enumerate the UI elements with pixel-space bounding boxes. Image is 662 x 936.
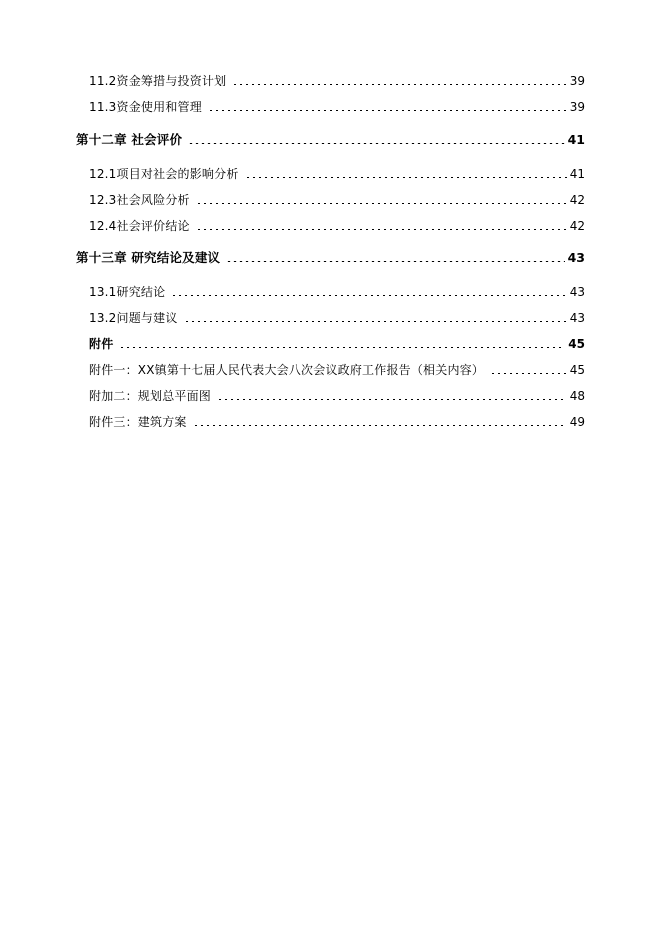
toc-dot-leader <box>226 261 564 262</box>
toc-entry-11-2[interactable] <box>89 70 585 88</box>
toc-dot-leader <box>119 347 565 348</box>
toc-chapter-13[interactable] <box>76 247 585 265</box>
toc-page-number: 39 <box>569 74 585 88</box>
toc-appendix-3[interactable] <box>89 411 585 429</box>
toc-entry-11-3[interactable] <box>89 96 585 114</box>
toc-dot-leader <box>193 425 567 426</box>
toc-dot-leader <box>232 84 566 85</box>
toc-dot-leader <box>184 321 567 322</box>
toc-dot-leader <box>171 295 566 296</box>
toc-chapter-12[interactable] <box>76 129 585 147</box>
toc-entry-12-1[interactable] <box>89 163 585 181</box>
toc-page-number: 45 <box>568 337 585 351</box>
toc-dot-leader <box>188 143 564 144</box>
toc-dot-leader <box>196 203 567 204</box>
toc-entry-title: 11.2资金筹措与投资计划 <box>89 74 227 88</box>
toc-entry-12-4[interactable] <box>89 215 585 233</box>
toc-page-number: 43 <box>569 311 585 325</box>
toc-entry-title: 12.4社会评价结论 <box>89 219 190 233</box>
toc-page-number: 42 <box>569 193 585 207</box>
toc-page-number: 39 <box>569 100 585 114</box>
toc-dot-leader <box>245 177 567 178</box>
toc-entry-12-3[interactable] <box>89 189 585 207</box>
toc-dot-leader <box>208 110 567 111</box>
toc-entry-title: 13.1研究结论 <box>89 285 166 299</box>
toc-chapter-title: 第十二章 社会评价 <box>76 132 183 147</box>
toc-dot-leader <box>490 373 567 374</box>
toc-appendix-2[interactable] <box>89 385 585 403</box>
toc-entry-title: 13.2问题与建议 <box>89 311 178 325</box>
toc-page-number: 41 <box>569 167 585 181</box>
toc-dot-leader <box>196 229 567 230</box>
toc-entry-title: 附件一：XX镇第十七届人民代表大会八次会议政府工作报告（相关内容） <box>89 363 485 377</box>
toc-entry-13-2[interactable] <box>89 307 585 325</box>
toc-entry-title: 12.1项目对社会的影响分析 <box>89 167 239 181</box>
toc-page-number: 48 <box>569 389 585 403</box>
toc-page-number: 45 <box>569 363 585 377</box>
toc-page-number: 43 <box>567 250 585 265</box>
toc-appendix-1[interactable] <box>89 359 585 377</box>
toc-page-number: 42 <box>569 219 585 233</box>
toc-entry-title: 11.3资金使用和管理 <box>89 100 202 114</box>
toc-page-number: 41 <box>567 132 585 147</box>
toc-dot-leader <box>217 399 567 400</box>
toc-entry-title: 附件三：建筑方案 <box>89 415 187 429</box>
toc-entry-title: 12.3社会风险分析 <box>89 193 190 207</box>
toc-entry-13-1[interactable] <box>89 281 585 299</box>
toc-appendix-title: 附件 <box>89 337 114 351</box>
toc-page-number: 43 <box>569 285 585 299</box>
toc-entry-title: 附加二：规划总平面图 <box>89 389 212 403</box>
toc-page-number: 49 <box>569 415 585 429</box>
toc-chapter-title: 第十三章 研究结论及建议 <box>76 250 221 265</box>
toc-appendix-heading[interactable] <box>89 333 585 351</box>
